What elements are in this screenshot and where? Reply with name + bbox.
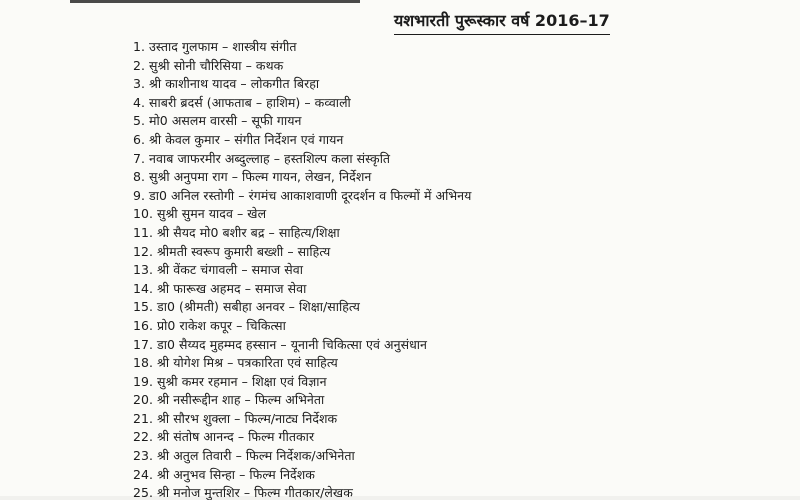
list-item-number: 22. <box>133 429 154 445</box>
list-item-number: 20. <box>133 392 154 408</box>
list-item-number: 1. <box>133 39 146 54</box>
list-item-text: डा0 सैय्यद मुहम्मद हस्सान – यूनानी चिकित्सा एवं अनुसंधान <box>157 336 428 352</box>
list-item-number: 14. <box>133 280 154 296</box>
list-item-text: श्री सैयद मो0 बशीर बद्र – साहित्य/शिक्षा <box>157 224 340 240</box>
list-item-text: श्री सौरभ शुक्ला – फिल्म/नाट्य निर्देशक <box>157 410 338 426</box>
document-title: यशभारती पुरूस्कार वर्ष 2016–17 <box>394 9 610 35</box>
list-item-number: 25. <box>133 485 154 500</box>
list-item-text: डा0 (श्रीमती) सबीहा अनवर – शिक्षा/साहित्य <box>157 299 360 315</box>
list-item <box>133 112 471 131</box>
list-item-number: 3. <box>133 76 146 92</box>
list-item-number: 19. <box>133 373 154 389</box>
list-item <box>133 354 471 373</box>
list-item <box>133 317 471 336</box>
list-item <box>133 280 471 299</box>
list-item-number: 13. <box>133 262 154 278</box>
list-item-number: 8. <box>133 169 146 185</box>
list-item <box>133 373 471 392</box>
list-item <box>133 243 471 262</box>
list-item-number: 24. <box>133 466 154 482</box>
award-list <box>133 38 471 500</box>
list-item-text: श्री नसीरूद्दीन शाह – फिल्म अभिनेता <box>157 392 325 408</box>
list-item-number: 18. <box>133 355 154 371</box>
list-item-number: 21. <box>133 410 154 426</box>
list-item-text: डा0 अनिल रस्तोगी – रंगमंच आकाशवाणी दूरदर्शन व फिल्मों में अभिनय <box>149 187 472 203</box>
list-item <box>133 131 471 150</box>
list-item-text: सुश्री अनुपमा राग – फिल्म गायन, लेखन, निर्देशन <box>149 169 372 185</box>
list-item <box>133 336 471 355</box>
list-item-text: श्री केवल कुमार – संगीत निर्देशन एवं गायन <box>149 131 344 147</box>
list-item-text: श्री अतुल तिवारी – फिल्म निर्देशक/अभिनेता <box>157 448 355 464</box>
list-item-number: 5. <box>133 113 146 129</box>
list-item <box>133 410 471 429</box>
list-item-text: श्रीमती स्वरूप कुमारी बख्शी – साहित्य <box>157 243 331 259</box>
list-item-number: 15. <box>133 299 154 315</box>
list-item-text: सुश्री कमर रहमान – शिक्षा एवं विज्ञान <box>157 373 327 389</box>
list-item <box>133 38 471 57</box>
list-item-text: प्रो0 राकेश कपूर – चिकित्सा <box>157 317 286 333</box>
list-item-number: 11. <box>133 224 154 240</box>
list-item <box>133 391 471 410</box>
cropped-text-stroke <box>70 0 360 3</box>
list-item-text: साबरी ब्रदर्स (आफताब – हाशिम) – कव्वाली <box>149 94 351 110</box>
list-item <box>133 428 471 447</box>
list-item-number: 2. <box>133 57 146 73</box>
list-item-number: 16. <box>133 317 154 333</box>
list-item <box>133 75 471 94</box>
list-item <box>133 150 471 169</box>
page-edge <box>0 496 800 500</box>
list-item-number: 7. <box>133 150 146 166</box>
list-item <box>133 261 471 280</box>
list-item <box>133 205 471 224</box>
list-item-number: 23. <box>133 448 154 464</box>
list-item <box>133 466 471 485</box>
list-item-text: श्री संतोष आनन्द – फिल्म गीतकार <box>157 429 315 445</box>
list-item-text: श्री वेंकट चंगावली – समाज सेवा <box>157 262 303 278</box>
list-item-text: नवाब जाफरमीर अब्दुल्लाह – हस्तशिल्प कला संस्कृति <box>149 150 391 166</box>
list-item-number: 4. <box>133 94 146 110</box>
list-item <box>133 298 471 317</box>
list-item-number: 17. <box>133 336 154 352</box>
list-item <box>133 168 471 187</box>
list-item-text: श्री फारूख अहमद – समाज सेवा <box>157 280 307 296</box>
list-item-number: 10. <box>133 206 154 222</box>
list-item-text: श्री मनोज मुन्तशिर – फिल्म गीतकार/लेखक <box>157 485 353 500</box>
list-item <box>133 447 471 466</box>
list-item <box>133 94 471 113</box>
list-item-text: मो0 असलम वारसी – सूफी गायन <box>149 113 302 129</box>
list-item-text: सुश्री सुमन यादव – खेल <box>157 206 267 222</box>
list-item-text: उस्ताद गुलफाम – शास्त्रीय संगीत <box>149 39 297 54</box>
list-item-text: श्री योगेश मिश्र – पत्रकारिता एवं साहित्य <box>157 355 338 371</box>
list-item-text: सुश्री सोनी चौरिसिया – कथक <box>149 57 284 73</box>
list-item-text: श्री अनुभव सिन्हा – फिल्म निर्देशक <box>157 466 315 482</box>
list-item-text: श्री काशीनाथ यादव – लोकगीत बिरहा <box>149 76 320 92</box>
list-item <box>133 224 471 243</box>
list-item-number: 12. <box>133 243 154 259</box>
list-item-number: 6. <box>133 131 146 147</box>
list-item <box>133 187 471 206</box>
list-item <box>133 57 471 76</box>
list-item-number: 9. <box>133 187 146 203</box>
